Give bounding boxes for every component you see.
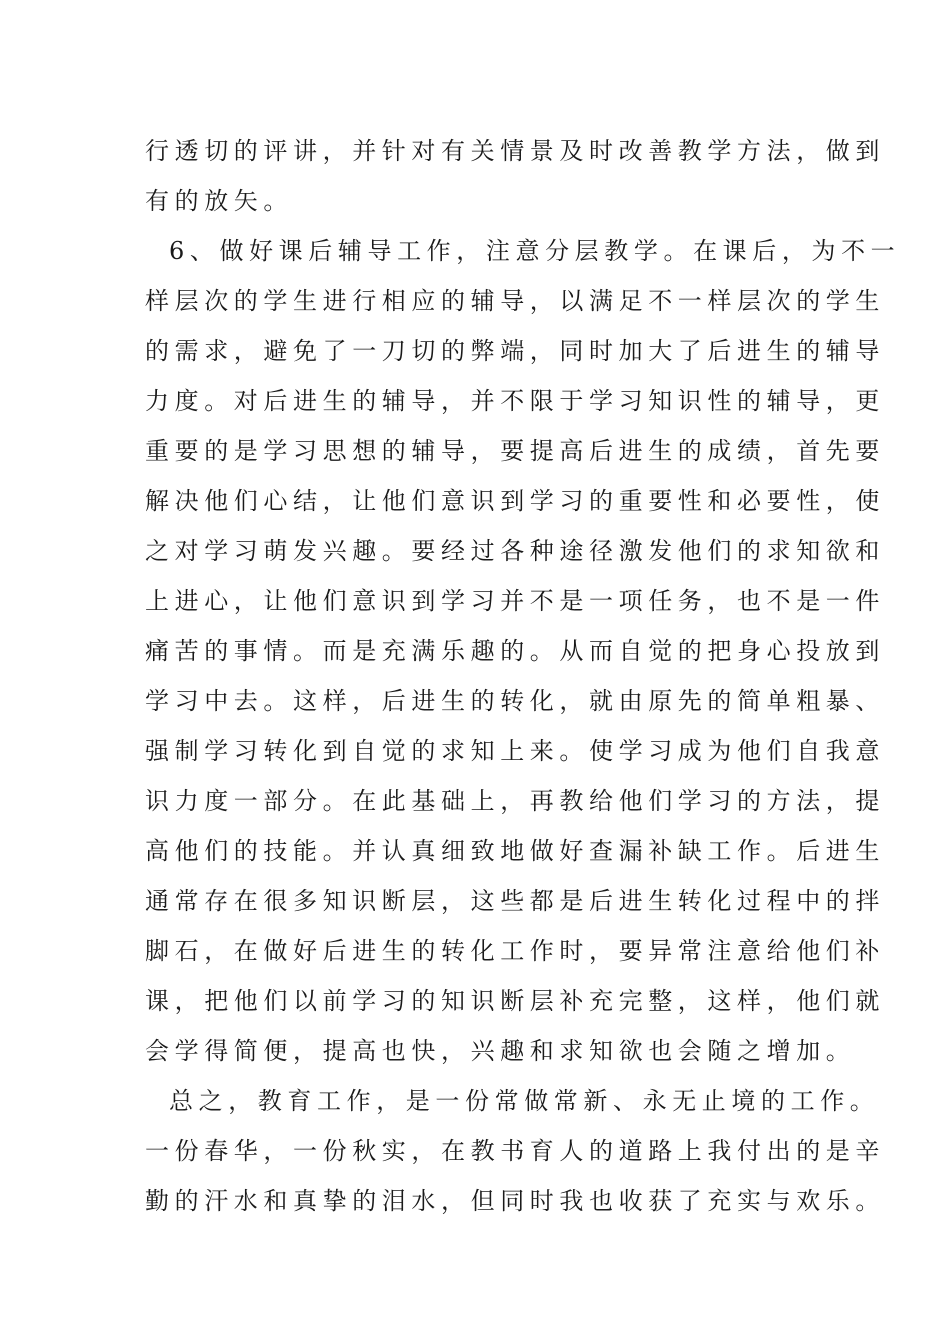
text-line: 会学得简便，提高也快，兴趣和求知欲也会随之增加。 bbox=[145, 1037, 856, 1065]
text-line: 通常存在很多知识断层，这些都是后进生转化过程中的拌 bbox=[145, 887, 885, 915]
text-line: 重要的是学习思想的辅导，要提高后进生的成绩，首先要 bbox=[145, 437, 885, 465]
text-line: 行透切的评讲，并针对有关情景及时改善教学方法，做到 bbox=[145, 137, 885, 165]
text-line: 的需求，避免了一刀切的弊端，同时加大了后进生的辅导 bbox=[145, 337, 885, 365]
text-line: 一份春华，一份秋实，在教书育人的道路上我付出的是辛 bbox=[145, 1137, 885, 1165]
text-line: 脚石，在做好后进生的转化工作时，要异常注意给他们补 bbox=[145, 937, 885, 965]
text-line: 解决他们心结，让他们意识到学习的重要性和必要性，使 bbox=[145, 487, 885, 515]
paragraph-start-line: 总之，教育工作，是一份常做常新、永无止境的工作。 bbox=[169, 1087, 880, 1115]
text-line: 高他们的技能。并认真细致地做好查漏补缺工作。后进生 bbox=[145, 837, 885, 865]
text-line: 之对学习萌发兴趣。要经过各种途径激发他们的求知欲和 bbox=[145, 537, 885, 565]
text-line: 上进心，让他们意识到学习并不是一项任务，也不是一件 bbox=[145, 587, 885, 615]
text-line: 有的放矢。 bbox=[145, 187, 293, 215]
paragraph-start-line: 6、做好课后辅导工作，注意分层教学。在课后，为不一 bbox=[169, 237, 901, 265]
body-text bbox=[145, 126, 901, 1226]
text-line: 识力度一部分。在此基础上，再教给他们学习的方法，提 bbox=[145, 787, 885, 815]
text-line: 课，把他们以前学习的知识断层补充完整，这样，他们就 bbox=[145, 987, 885, 1015]
text-line: 痛苦的事情。而是充满乐趣的。从而自觉的把身心投放到 bbox=[145, 637, 885, 665]
text-line: 力度。对后进生的辅导，并不限于学习知识性的辅导，更 bbox=[145, 387, 885, 415]
text-line: 勤的汗水和真挚的泪水，但同时我也收获了充实与欢乐。 bbox=[145, 1187, 885, 1215]
text-line: 强制学习转化到自觉的求知上来。使学习成为他们自我意 bbox=[145, 737, 885, 765]
text-line: 样层次的学生进行相应的辅导，以满足不一样层次的学生 bbox=[145, 287, 885, 315]
text-line: 学习中去。这样，后进生的转化，就由原先的简单粗暴、 bbox=[145, 687, 885, 715]
